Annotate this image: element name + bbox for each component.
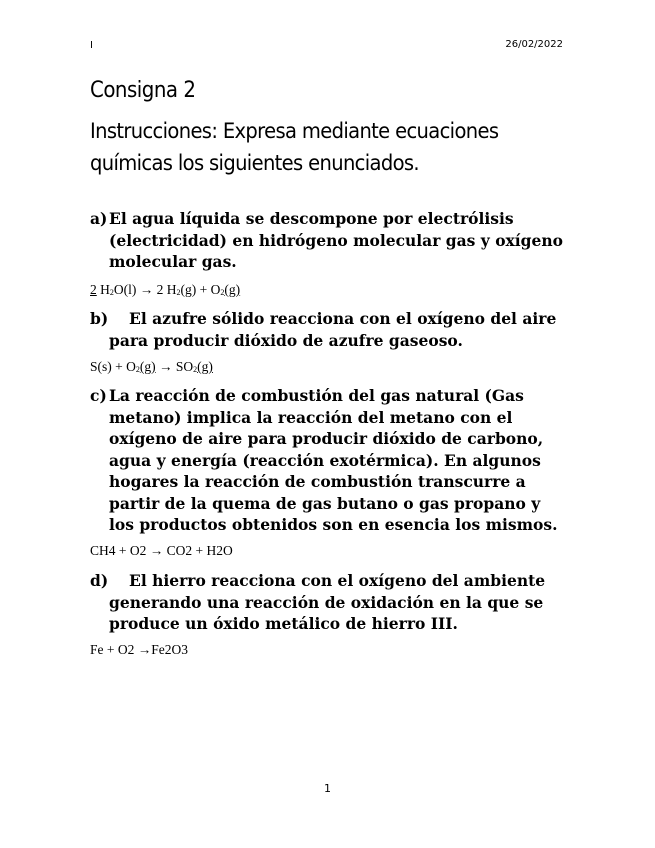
answer-b-part: (g) — [139, 359, 156, 374]
answer-a-sub: 2 — [109, 288, 114, 297]
answer-b-part: S(s) + O — [90, 359, 136, 374]
answer-b-sub: 2 — [135, 365, 140, 374]
answer-a-sub: 2 — [176, 288, 181, 297]
answer-b-part: (g) — [197, 359, 213, 374]
question-c-marker: c) — [90, 386, 107, 405]
question-a — [90, 208, 570, 273]
answer-a-part: H — [96, 282, 110, 297]
header-date: 26/02/2022 — [505, 39, 563, 50]
answer-a-part: (g) — [224, 282, 241, 297]
answer-b-sub: 2 — [193, 365, 198, 374]
question-a-marker: a) — [90, 209, 108, 228]
question-a-text: El agua líquida se descompone por electrólisis (electricidad) en hidrógeno molecular gas y oxígeno molecular gas. — [109, 209, 563, 271]
question-d-marker: d) — [90, 571, 109, 590]
question-d — [90, 570, 570, 635]
question-b-marker: b) — [90, 309, 109, 328]
header-mark: I — [90, 40, 93, 51]
answer-a-part: (g) + O — [180, 282, 221, 297]
answer-a-part: O(l) → 2 H — [113, 282, 177, 297]
instructions-text: Instrucciones: Expresa mediante ecuaciones químicas los siguientes enunciados. — [90, 119, 499, 175]
question-d-text: El hierro reacciona con el oxígeno del ambiente generando una reacción de oxidación en la que se produce un óxido metálico de hierro III. — [109, 571, 546, 633]
answer-a-coef: 2 — [90, 282, 97, 297]
question-c-text: La reacción de combustión del gas natural (Gas metano) implica la reacción del metano con el oxígeno de aire para producir dióxido de carbono, agua y energía (reacción exotérmica). En algunos hogares la reacción de combustión transcurre a partir de la quema de gas butano o gas propano y los productos obtenidos son en esencia los mismos. — [109, 386, 558, 534]
page-title: Consigna 2 — [90, 78, 196, 103]
answer-a — [90, 282, 240, 298]
answer-d: Fe + O2 →Fe2O3 — [90, 642, 188, 657]
answer-a-sub: 2 — [220, 288, 225, 297]
answer-b-part: → SO — [155, 359, 194, 374]
answer-b — [90, 359, 213, 375]
answer-c: CH4 + O2 → CO2 + H2O — [90, 543, 233, 558]
question-b — [90, 308, 570, 351]
question-b-text: El azufre sólido reacciona con el oxígeno del aire para producir dióxido de azufre gaseoso. — [109, 309, 557, 350]
page-number: 1 — [324, 782, 331, 795]
question-c — [90, 385, 570, 536]
